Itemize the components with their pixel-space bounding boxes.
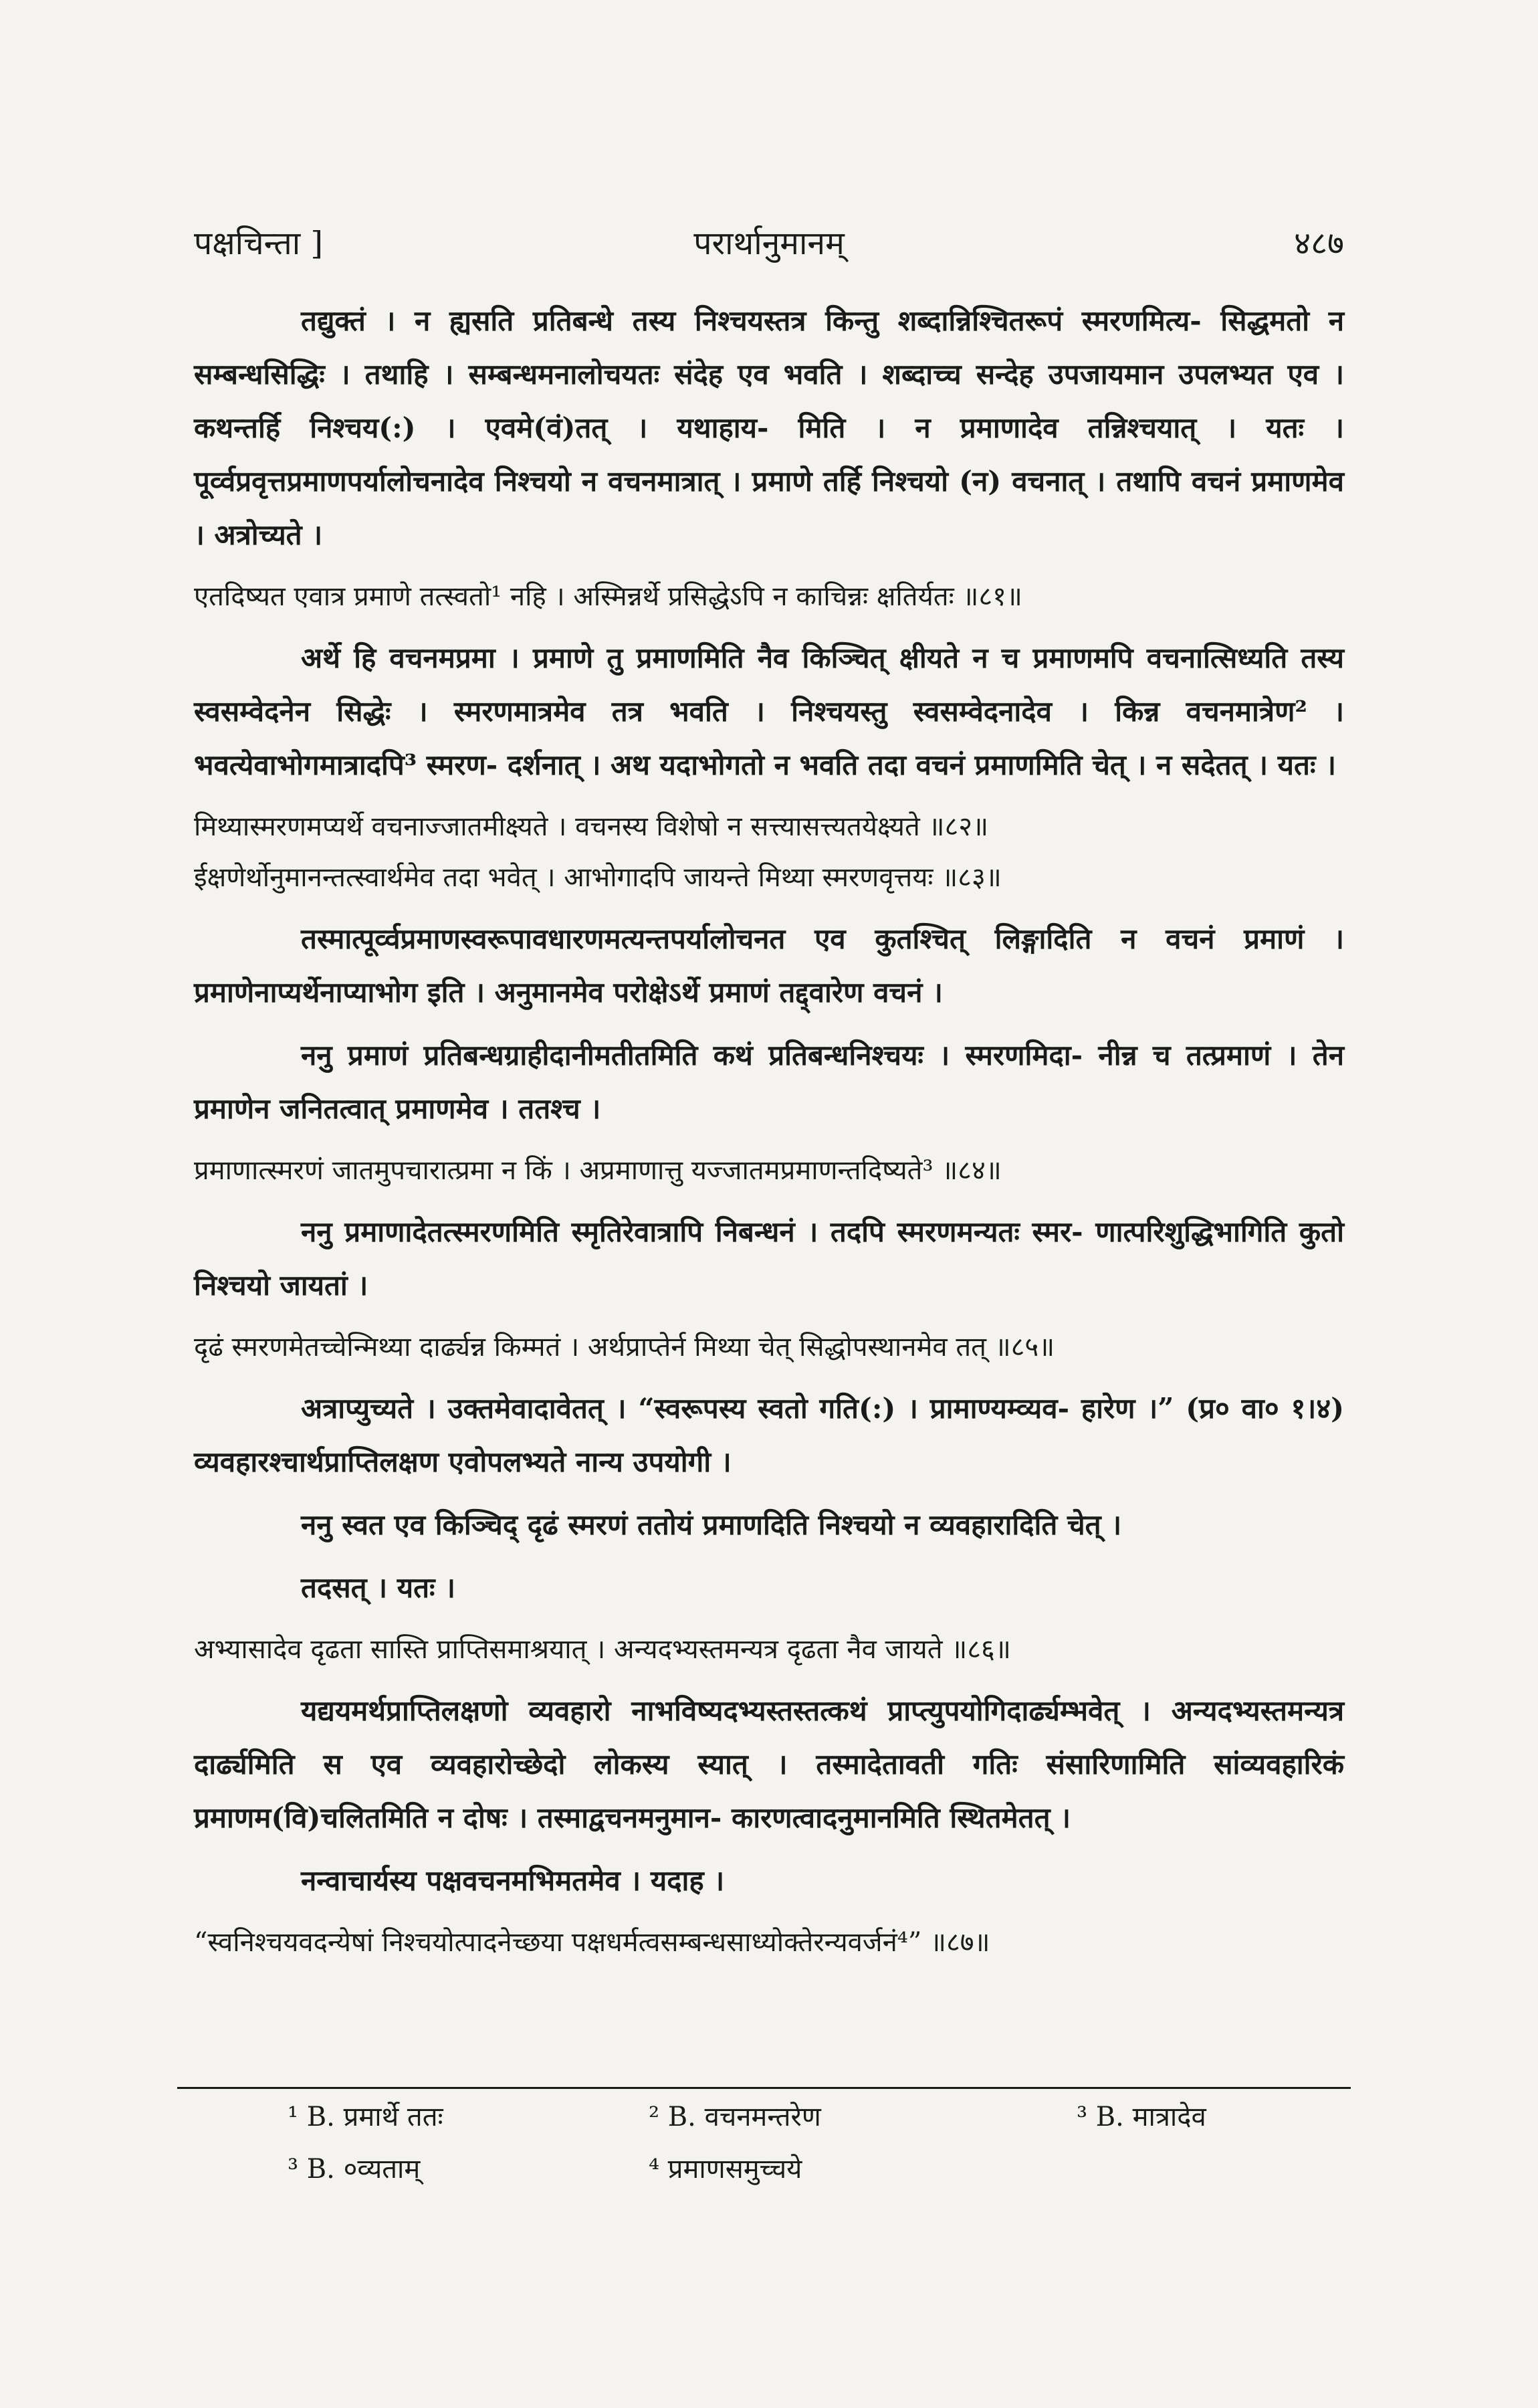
paragraph: अत्राप्युच्यते । उक्तमेवादावेतत् । “स्वरूपस्य स्वतो गति(:) । प्रामाण्यम्व्यव- हारेण ।” (प्र० वा० १।४) व्यवहारश्चार्थप्राप्तिलक्षण एवोपलभ्यते नान्य उपयोगी । bbox=[194, 1392, 1344, 1478]
verse-86: अभ्यासादेव दृढता सास्ति प्राप्तिसमाश्रयात् । अन्यदभ्यस्तमन्यत्र दृढता नैव जायते ॥८६॥ bbox=[194, 1634, 1011, 1665]
footnote-1: ¹ B. प्रमार्थे ततः bbox=[288, 2102, 443, 2132]
paragraph: तस्मात्पूर्व्वप्रमाणस्वरूपावधारणमत्यन्तपर्यालोचनत एव कुतश्चित् लिङ्गादिति न वचनं प्रमाणं । प्रमाणेनाप्यर्थेनाप्याभोग इति । अनुमानमेव परोक्षेऽर्थे प्रमाणं तद्द्वारेण वचनं । bbox=[194, 922, 1344, 1009]
verse-block bbox=[194, 801, 1344, 903]
verse-84: प्रमाणात्स्मरणं जातमुपचारात्प्रमा न किं । अप्रमाणात्तु यज्जातमप्रमाणन्तदिष्यते³ ॥८४॥ bbox=[194, 1155, 1002, 1186]
page-number: ४८७ bbox=[1294, 225, 1344, 262]
paragraph: ननु स्वत एव किञ्चिद् दृढं स्मरणं ततोयं प्रमाणदिति निश्चयो न व्यवहारादिति चेत् । bbox=[301, 1508, 1122, 1541]
footnotes bbox=[194, 2097, 1344, 2201]
section-title: पक्षचिन्ता ] bbox=[194, 225, 324, 262]
footnote-row bbox=[194, 2097, 1344, 2149]
verse-81: एतदिष्यत एवात्र प्रमाणे तत्स्वतो¹ नहि । अस्मिन्नर्थे प्रसिद्धेऽपि न काचिन्नः क्षतिर्यतः ॥८१॥ bbox=[194, 581, 1022, 612]
footnote-row bbox=[194, 2149, 1344, 2201]
verse-82: मिथ्यास्मरणमप्यर्थे वचनाज्जातमीक्ष्यते । वचनस्य विशेषो न सत्त्यासत्त्यतयेक्ष्यते ॥८२॥ bbox=[194, 811, 989, 842]
footnote-5: ⁴ प्रमाणसमुच्चये bbox=[649, 2154, 802, 2185]
paragraph: ननु प्रमाणं प्रतिबन्धग्राहीदानीमतीतमिति कथं प्रतिबन्धनिश्चयः । स्मरणमिदा- नीन्न च तत्प्रमाणं । तेन प्रमाणेन जनितत्वात् प्रमाणमेव । ततश्च । bbox=[194, 1039, 1344, 1125]
paragraph: ननु प्रमाणादेतत्स्मरणमिति स्मृतिरेवात्रापि निबन्धनं । तदपि स्मरणमन्यतः स्मर- णात्परिशुद्धिभागिति कुतो निश्चयो जायतां । bbox=[194, 1215, 1344, 1302]
footnote-2: ² B. वचनमन्तरेण bbox=[649, 2102, 821, 2132]
paragraph: तदसत् । यतः । bbox=[301, 1571, 456, 1604]
verse-85: दृढं स्मरणमेतच्चेन्मिथ्या दार्ढ्यन्न किम्मतं । अर्थप्राप्तेर्न मिथ्या चेत् सिद्धोपस्थानमेव तत् ॥८५॥ bbox=[194, 1332, 1055, 1363]
paragraph: यद्ययमर्थप्राप्तिलक्षणो व्यवहारो नाभविष्यदभ्यस्तस्तत्कथं प्राप्त्युपयोगिदार्ढ्यम्भवेत् । अन्यदभ्यस्तमन्यत्र दार्ढ्यमिति स एव व्यवहारोच्छेदो लोकस्य स्यात् । तस्मादेतावती गतिः संसारिणामिति सांव्यवहारिकं प्रमाणम(वि)चलितमिति न दोषः । तस्माद्वचनमनुमान- कारणत्वादनुमानमिति स्थितमेतत् । bbox=[194, 1694, 1344, 1834]
paragraph: अर्थे हि वचनमप्रमा । प्रमाणे तु प्रमाणमिति नैव किञ्चित् क्षीयते न च प्रमाणमपि वचनात्सिध्यति तस्य स्वसम्वेदनेन सिद्धेः । स्मरणमात्रमेव तत्र भवति । निश्चयस्तु स्वसम्वेदनादेव । किन्न वचनमात्रेण² । भवत्येवाभोगमात्रादपि³ स्मरण- दर्शनात् । अथ यदाभोगतो न भवति तदा वचनं प्रमाणमिति चेत् । न सदेतत् । यतः । bbox=[194, 641, 1344, 781]
verse-83: ईक्षणेर्थोनुमानन्तत्स्वार्थमेव तदा भवेत् । आभोगादपि जायन्ते मिथ्या स्मरणवृत्तयः ॥८३॥ bbox=[194, 862, 1002, 893]
paragraph: नन्वाचार्यस्य पक्षवचनमभिमतमेव । यदाह । bbox=[301, 1864, 725, 1897]
main-text bbox=[194, 294, 1344, 1977]
chapter-title: परार्थानुमानम् bbox=[693, 225, 845, 262]
footnote-divider bbox=[177, 2087, 1351, 2089]
footnote-4: ³ B. ०व्यताम् bbox=[288, 2154, 421, 2185]
footnote-3: ³ B. मात्रादेव bbox=[1077, 2102, 1206, 2132]
running-header bbox=[194, 221, 1344, 268]
verse-87: “स्वनिश्चयवदन्येषां निश्चयोत्पादनेच्छया पक्षधर्मत्वसम्बन्धसाध्योक्तेरन्यवर्जनं⁴” ॥८७॥ bbox=[194, 1927, 990, 1958]
paragraph: तद्युक्तं । न ह्यसति प्रतिबन्धे तस्य निश्चयस्तत्र किन्तु शब्दान्निश्चितरूपं स्मरणमित्य- सिद्धमतो न सम्बन्धसिद्धिः । तथाहि । सम्बन्धमनालोचयतः संदेह एव भवति । शब्दाच्च सन्देह उपजायमान उपलभ्यत एव । कथन्तर्हि निश्चय(:) । एवमे(वं)तत् । यथाहाय- मिति । न प्रमाणादेव तन्निश्चयात् । यतः । पूर्व्वप्रवृत्तप्रमाणपर्यालोचनादेव निश्चयो न वचनमात्रात् । प्रमाणे तर्हि निश्चयो (न) वचनात् । तथापि वचनं प्रमाणमेव । अत्रोच्यते । bbox=[194, 304, 1344, 551]
